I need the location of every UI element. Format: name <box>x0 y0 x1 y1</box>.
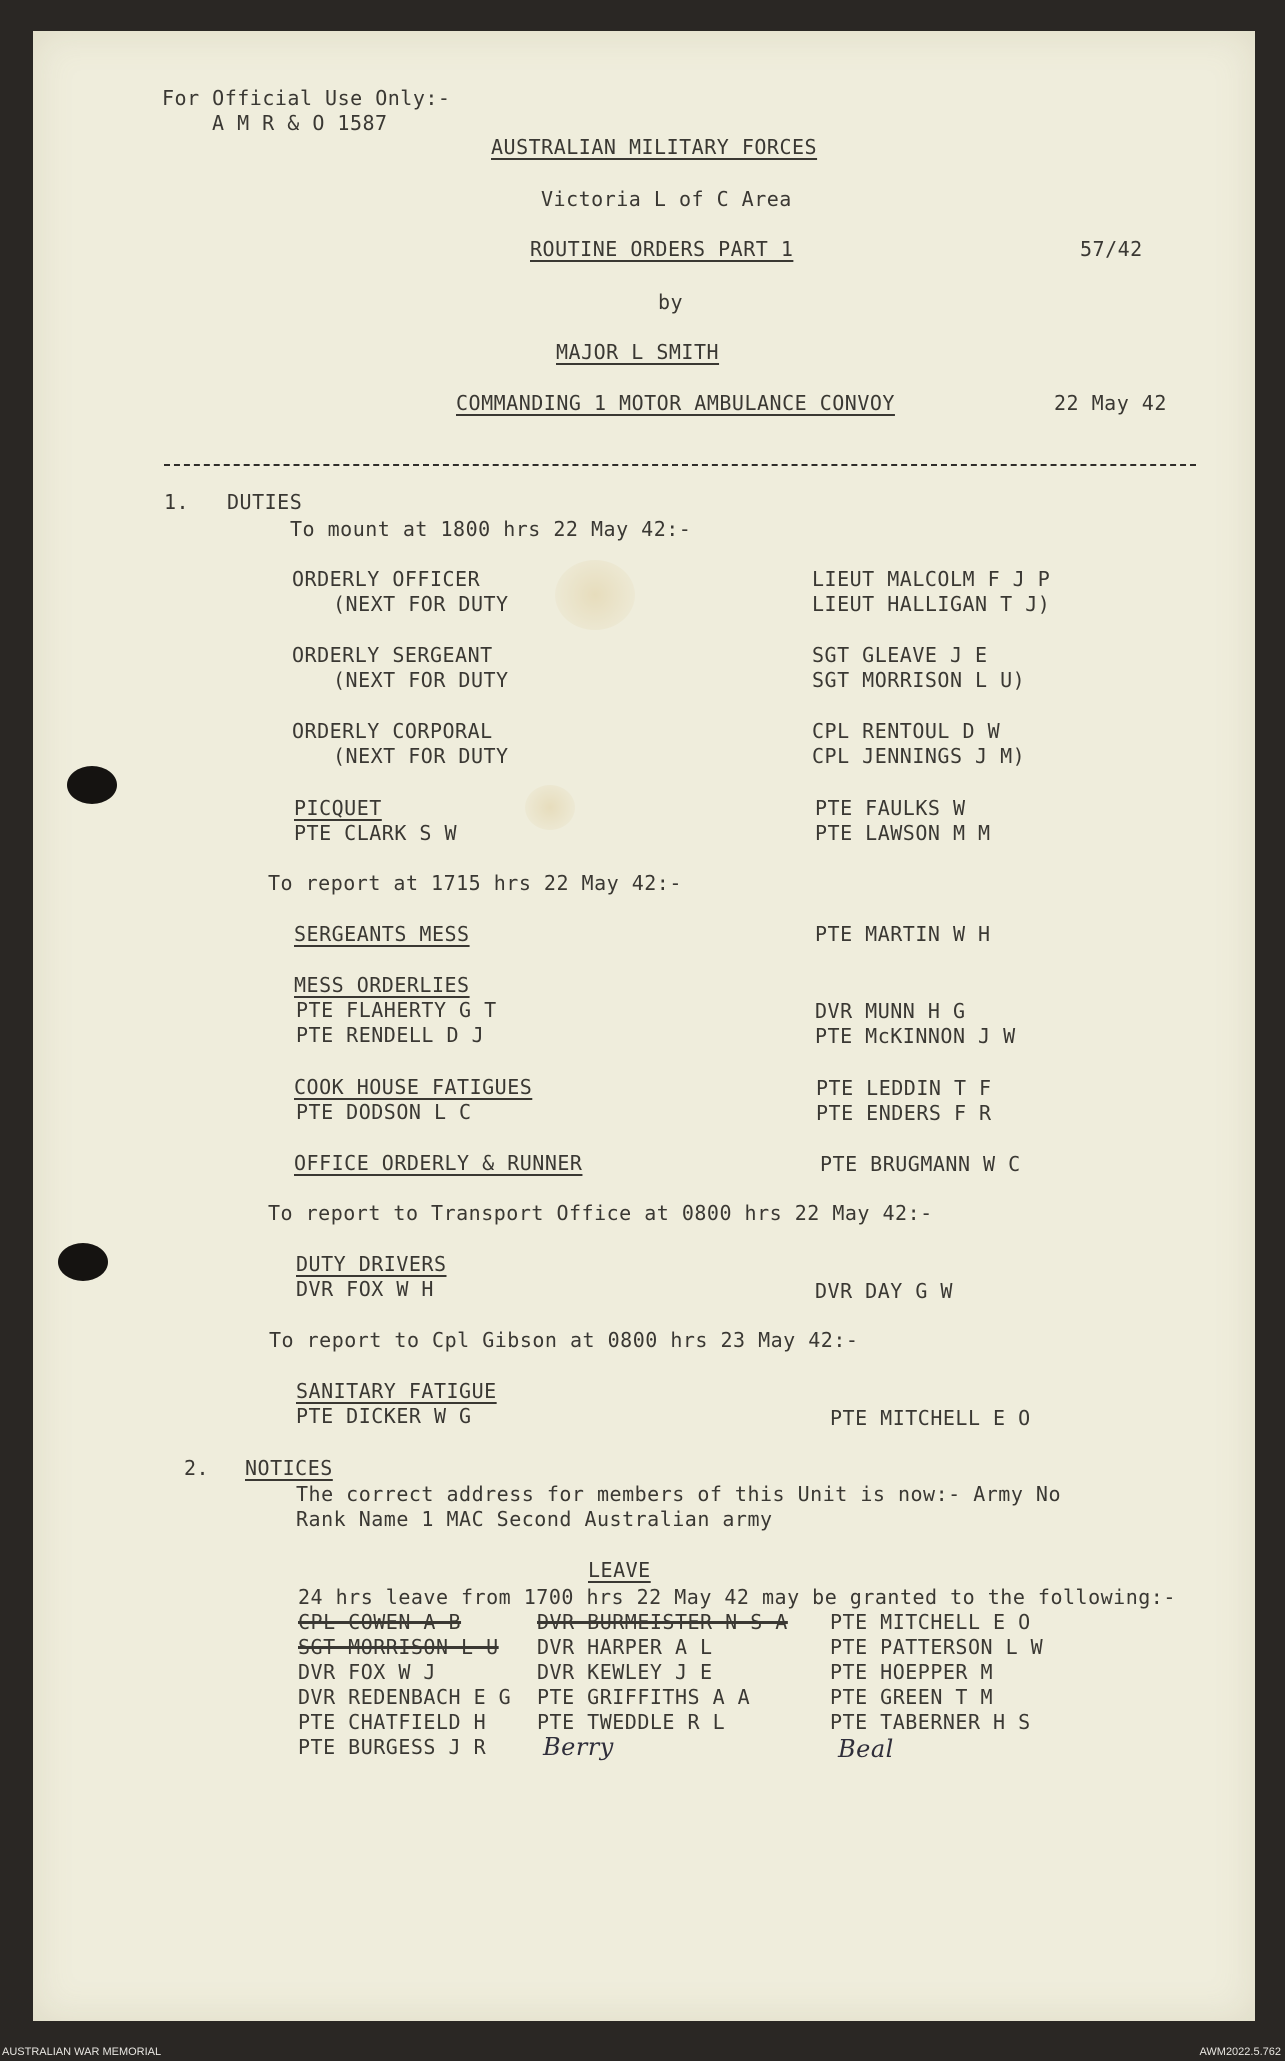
orderly-officer-name: LIEUT MALCOLM F J P <box>812 567 1051 591</box>
area-title: Victoria L of C Area <box>541 187 792 211</box>
notice-line-2: Rank Name 1 MAC Second Australian army <box>296 1507 773 1531</box>
orderly-officer-label: ORDERLY OFFICER <box>292 567 481 591</box>
mess-orderlies-right-1: DVR MUNN H G <box>815 999 966 1023</box>
duty-drivers-right: DVR DAY G W <box>815 1279 953 1303</box>
report-transport-instruction: To report to Transport Office at 0800 hrs 22 May 42:- <box>268 1201 933 1225</box>
duty-drivers-left: DVR FOX W H <box>296 1277 434 1301</box>
amro-reference: A M R & O 1587 <box>212 111 388 135</box>
picquet-left-name: PTE CLARK S W <box>294 821 458 845</box>
picquet-label: PICQUET <box>294 796 382 820</box>
picquet-right-name-1: PTE FAULKS W <box>815 796 966 820</box>
paper-stain <box>525 785 575 830</box>
unit-title: COMMANDING 1 MOTOR AMBULANCE CONVOY <box>456 391 895 415</box>
section-2-number: 2. <box>184 1456 210 1480</box>
footer-reference: AWM2022.5.762 <box>1199 2046 1281 2058</box>
commander-name: MAJOR L SMITH <box>556 340 720 364</box>
duties-heading: DUTIES <box>227 490 303 514</box>
orderly-officer-next-name: LIEUT HALLIGAN T J) <box>812 592 1051 616</box>
sergeants-mess-label: SERGEANTS MESS <box>294 922 470 946</box>
leave-name: CPL COWEN A B <box>298 1610 462 1634</box>
duty-drivers-label: DUTY DRIVERS <box>296 1252 447 1276</box>
mess-orderlies-label: MESS ORDERLIES <box>294 973 470 997</box>
sergeants-mess-name: PTE MARTIN W H <box>815 922 991 946</box>
notices-heading: NOTICES <box>245 1456 333 1480</box>
leave-name: PTE GREEN T M <box>830 1685 994 1709</box>
leave-name: SGT MORRISON L U <box>298 1635 499 1659</box>
order-date: 22 May 42 <box>1054 391 1167 415</box>
leave-name: DVR BURMEISTER N S A <box>537 1610 788 1634</box>
official-use-label: For Official Use Only:- <box>162 86 451 110</box>
sanitary-fatigue-label: SANITARY FATIGUE <box>296 1379 497 1403</box>
orderly-sergeant-next: (NEXT FOR DUTY <box>333 668 509 692</box>
handwritten-beal: Beal <box>838 1735 894 1763</box>
orderly-corporal-next-name: CPL JENNINGS J M) <box>812 744 1026 768</box>
orderly-sergeant-name: SGT GLEAVE J E <box>812 643 988 667</box>
leave-name: DVR REDENBACH E G <box>298 1685 512 1709</box>
leave-name: PTE TABERNER H S <box>830 1710 1031 1734</box>
notice-line-1: The correct address for members of this Unit is now:- Army No <box>296 1482 1062 1506</box>
leave-name: PTE TWEDDLE R L <box>537 1710 726 1734</box>
leave-heading: LEAVE <box>588 1558 651 1582</box>
leave-name: PTE MITCHELL E O <box>830 1610 1031 1634</box>
by-label: by <box>658 290 684 314</box>
cook-house-right-2: PTE ENDERS F R <box>816 1101 992 1125</box>
report-1715-instruction: To report at 1715 hrs 22 May 42:- <box>268 871 682 895</box>
section-divider <box>164 464 1196 466</box>
cook-house-label: COOK HOUSE FATIGUES <box>294 1075 533 1099</box>
orderly-corporal-name: CPL RENTOUL D W <box>812 719 1001 743</box>
paper-stain <box>555 560 635 630</box>
orderly-corporal-next: (NEXT FOR DUTY <box>333 744 509 768</box>
leave-name: PTE PATTERSON L W <box>830 1635 1044 1659</box>
orderly-corporal-label: ORDERLY CORPORAL <box>292 719 493 743</box>
leave-name: DVR KEWLEY J E <box>537 1660 713 1684</box>
leave-name: PTE HOEPPER M <box>830 1660 994 1684</box>
forces-title: AUSTRALIAN MILITARY FORCES <box>491 135 818 159</box>
footer-credit: AUSTRALIAN WAR MEMORIAL <box>2 2046 162 2058</box>
leave-intro: 24 hrs leave from 1700 hrs 22 May 42 may be granted to the following:- <box>298 1585 1176 1609</box>
sanitary-fatigue-left: PTE DICKER W G <box>296 1404 472 1428</box>
leave-name: PTE GRIFFITHS A A <box>537 1685 751 1709</box>
order-number: 57/42 <box>1080 237 1143 261</box>
orderly-sergeant-label: ORDERLY SERGEANT <box>292 643 493 667</box>
punch-hole-bottom <box>58 1243 108 1281</box>
orderly-officer-next: (NEXT FOR DUTY <box>333 592 509 616</box>
cook-house-right-1: PTE LEDDIN T F <box>816 1076 992 1100</box>
mess-orderlies-right-2: PTE McKINNON J W <box>815 1024 1016 1048</box>
cook-house-left: PTE DODSON L C <box>296 1100 472 1124</box>
mount-instruction: To mount at 1800 hrs 22 May 42:- <box>290 517 692 541</box>
mess-orderlies-left-2: PTE RENDELL D J <box>296 1023 485 1047</box>
leave-name: PTE BURGESS J R <box>298 1735 487 1759</box>
sanitary-fatigue-right: PTE MITCHELL E O <box>830 1406 1031 1430</box>
picquet-right-name-2: PTE LAWSON M M <box>815 821 991 845</box>
section-1-number: 1. <box>164 490 190 514</box>
punch-hole-top <box>67 766 117 804</box>
office-orderly-label: OFFICE ORDERLY & RUNNER <box>294 1151 583 1175</box>
leave-name: PTE CHATFIELD H <box>298 1710 487 1734</box>
mess-orderlies-left-1: PTE FLAHERTY G T <box>296 998 497 1022</box>
orderly-sergeant-next-name: SGT MORRISON L U) <box>812 668 1026 692</box>
leave-name: DVR FOX W J <box>298 1660 436 1684</box>
report-gibson-instruction: To report to Cpl Gibson at 0800 hrs 23 May 42:- <box>269 1328 859 1352</box>
office-orderly-name: PTE BRUGMANN W C <box>820 1152 1021 1176</box>
routine-orders-title: ROUTINE ORDERS PART 1 <box>530 237 794 261</box>
leave-name: DVR HARPER A L <box>537 1635 713 1659</box>
handwritten-berry: Berry <box>543 1733 614 1761</box>
